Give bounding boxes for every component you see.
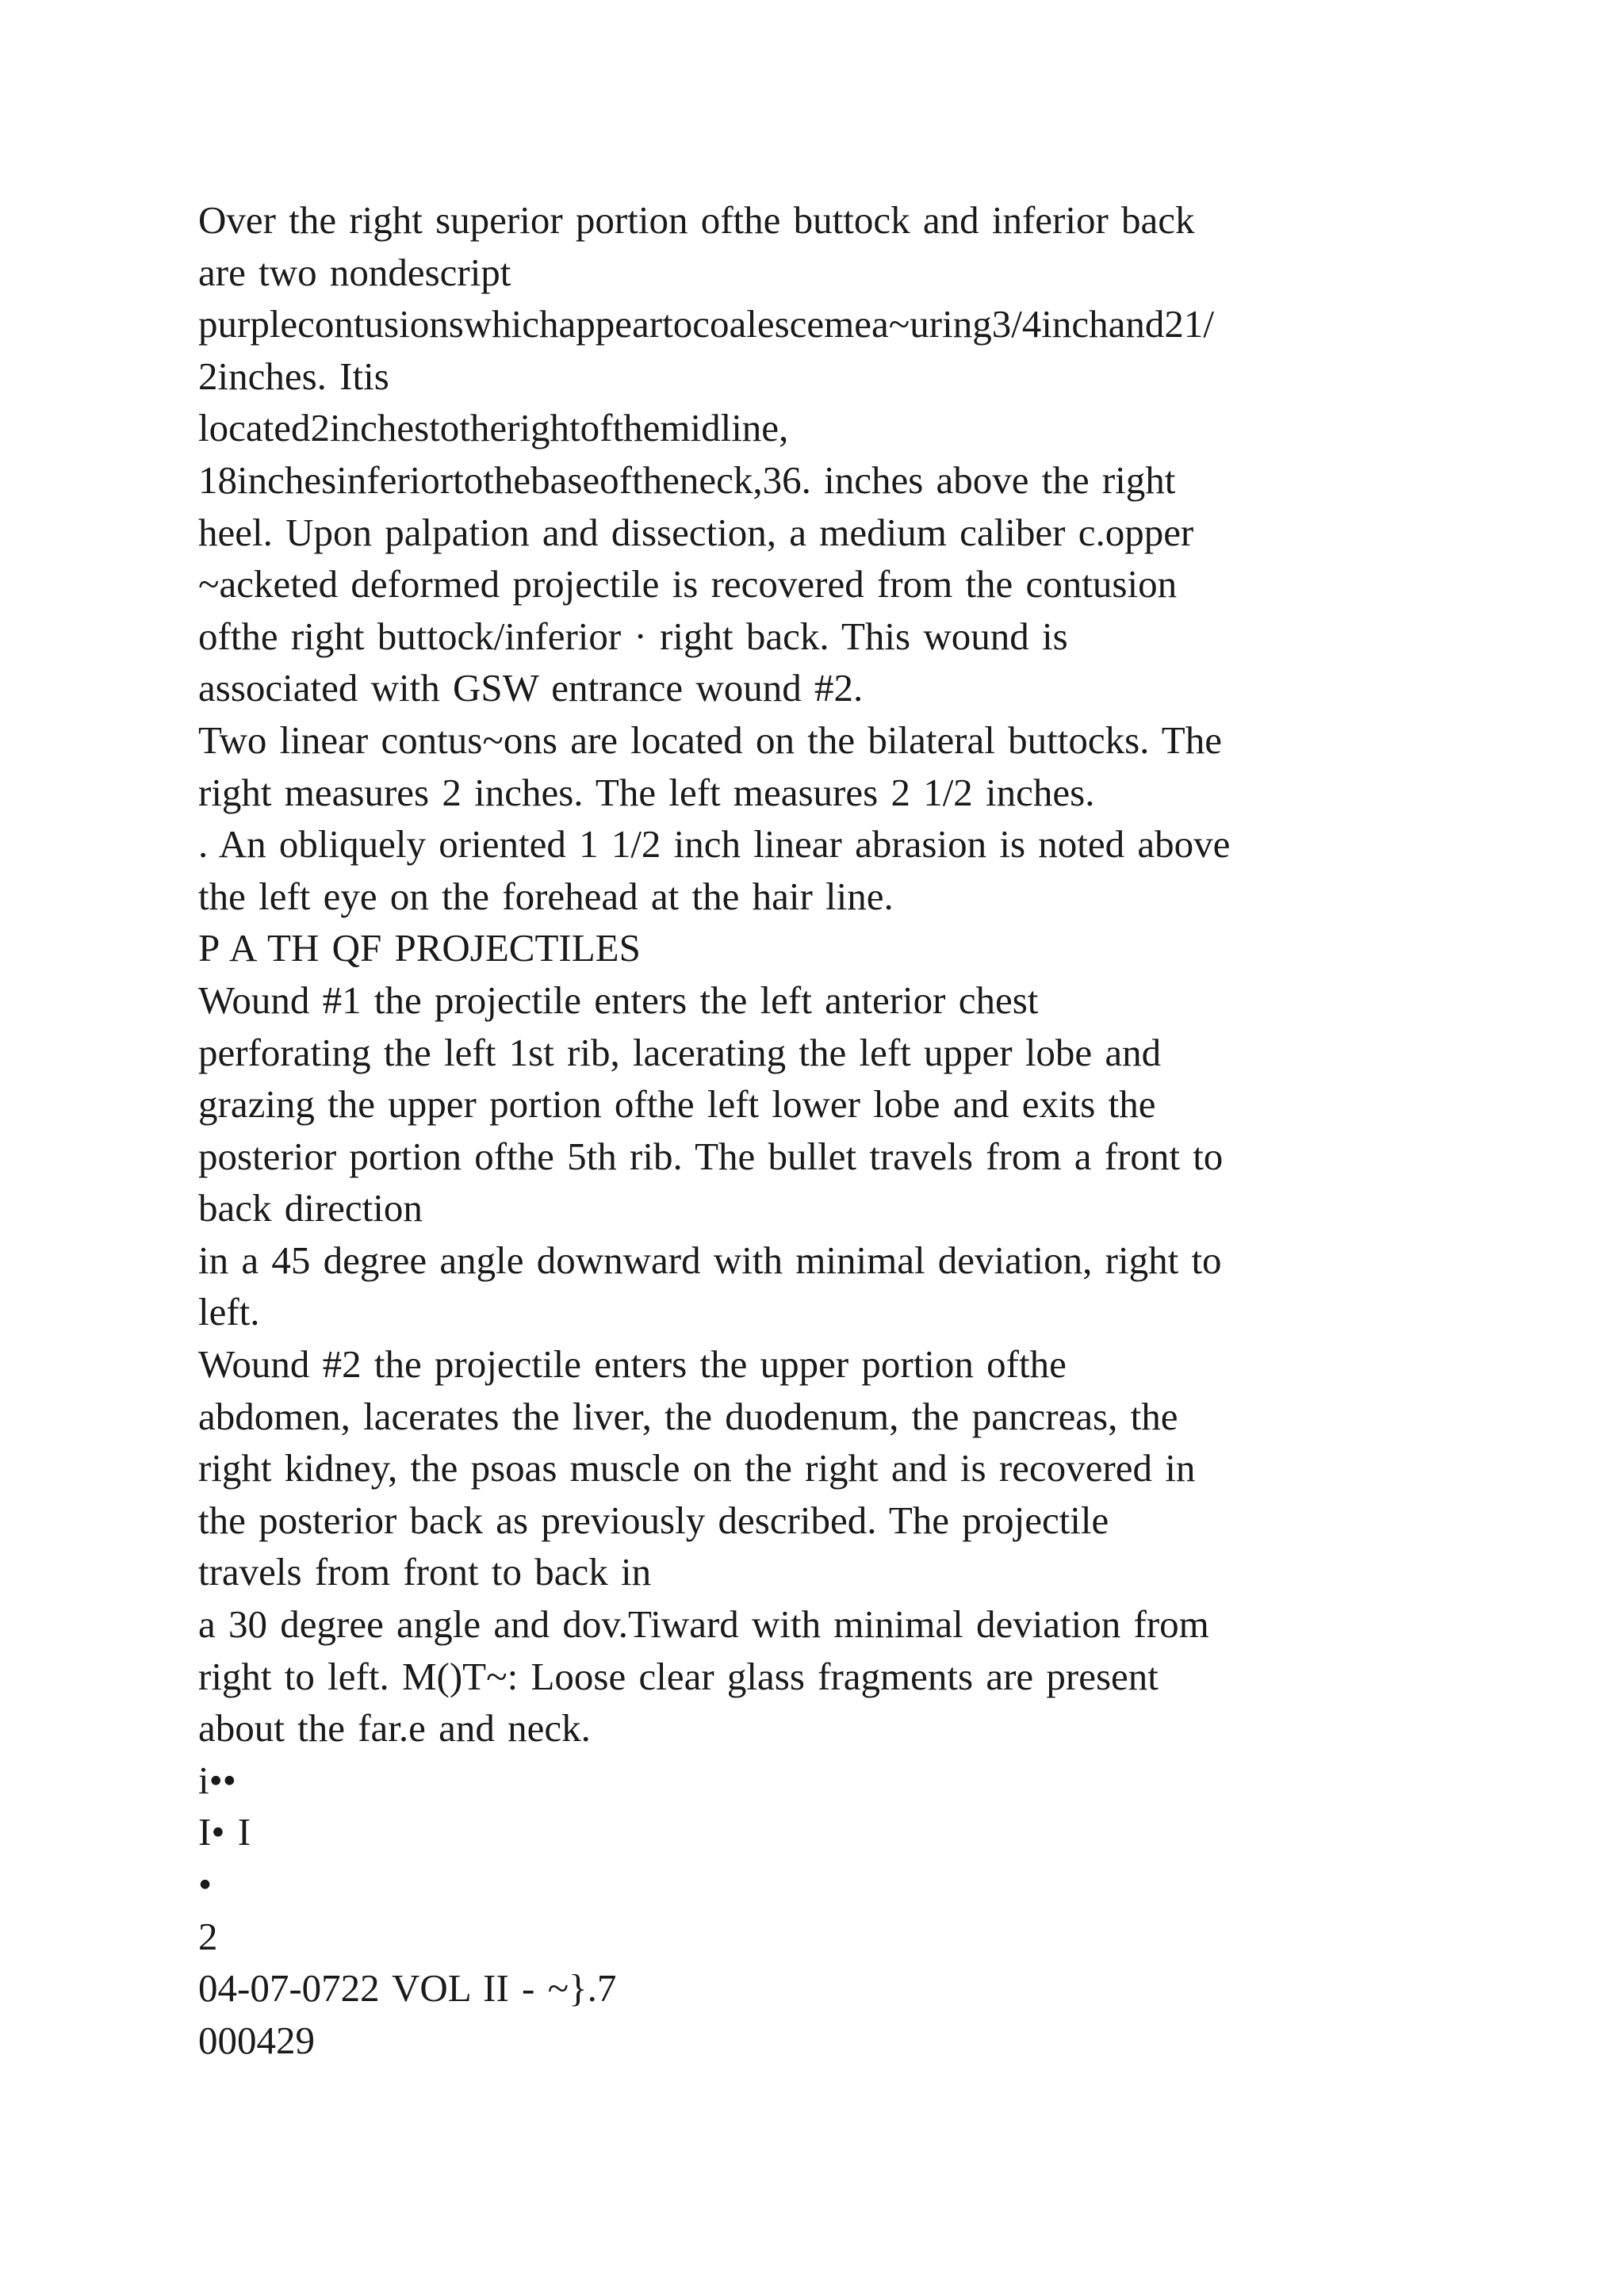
text-line-14: the left eye on the forehead at the hair line. — [198, 874, 894, 918]
text-line-24: abdomen, lacerates the liver, the duodenum, the pancreas, the — [198, 1394, 1178, 1438]
text-line-28: a 30 degree angle and dov.Tiward with minimal deviation from — [198, 1602, 1209, 1647]
text-line-19: posterior portion ofthe 5th rib. The bullet travels from a front to — [198, 1134, 1224, 1178]
text-line-6: 18inchesinferiortothebaseoftheneck,36. inches above the right — [198, 457, 1176, 502]
text-line-22: left. — [198, 1290, 260, 1334]
text-line-7: heel. Upon palpation and dissection, a medium caliber c.opper — [198, 510, 1194, 554]
text-line-16: Wound #1 the projectile enters the left anterior chest — [198, 978, 1039, 1022]
text-line-12: right measures 2 inches. The left measures 2 1/2 inches. — [198, 770, 1095, 814]
section-heading: P A TH QF PROJECTILES — [198, 926, 641, 970]
document-page — [198, 194, 1435, 2066]
text-line-17: perforating the left 1st rib, lacerating the left upper lobe and — [198, 1030, 1162, 1074]
text-line-30: about the far.e and neck. — [198, 1706, 591, 1751]
text-line-33: • — [198, 1862, 213, 1906]
text-line-10: associated with GSW entrance wound #2. — [198, 666, 864, 710]
text-line-18: grazing the upper portion ofthe left lower lobe and exits the — [198, 1082, 1156, 1127]
text-line-23: Wound #2 the projectile enters the upper portion ofthe — [198, 1342, 1067, 1387]
bates-number: 000429 — [198, 2018, 315, 2062]
text-line-11: Two linear contus~ons are located on the bilateral buttocks. The — [198, 718, 1222, 762]
document-reference: 04-07-0722 VOL II - ~}.7 — [198, 1966, 617, 2011]
text-line-5: located2inchestotherightofthemidline, — [198, 406, 789, 450]
text-line-31: i•• — [198, 1758, 236, 1802]
text-line-20: back direction — [198, 1186, 423, 1230]
text-line-26: the posterior back as previously described. The projectile — [198, 1498, 1109, 1542]
page-number: 2 — [198, 1914, 218, 1958]
text-line-29: right to left. M()T~: Loose clear glass fragments are present — [198, 1654, 1159, 1698]
text-line-21: in a 45 degree angle downward with minimal deviation, right to — [198, 1238, 1222, 1282]
text-line-9: ofthe right buttock/inferior · right back. This wound is — [198, 614, 1068, 658]
text-line-4: 2inches. Itis — [198, 354, 389, 398]
text-line-1: Over the right superior portion ofthe buttock and inferior back — [198, 198, 1195, 242]
text-line-3: purplecontusionswhichappeartocoalescemea~uring3/4inchand21/ — [198, 302, 1215, 346]
text-line-8: ~acketed deformed projectile is recovered from the contusion — [198, 562, 1178, 607]
text-line-25: right kidney, the psoas muscle on the right and is recovered in — [198, 1446, 1196, 1490]
text-line-2: are two nondescript — [198, 250, 511, 294]
text-line-13: . An obliquely oriented 1 1/2 inch linear abrasion is noted above — [198, 822, 1231, 867]
text-line-27: travels from front to back in — [198, 1550, 652, 1594]
text-line-32: I• I — [198, 1810, 251, 1854]
